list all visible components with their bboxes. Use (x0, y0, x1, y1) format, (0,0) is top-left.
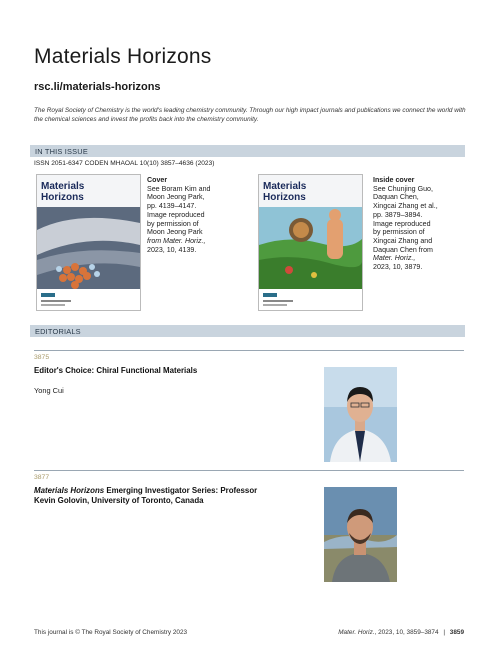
article-title-journal: Materials Horizons (34, 486, 105, 495)
inside-cover-title-line-1: Materials (263, 181, 307, 192)
footer-citation (338, 629, 464, 636)
footer-separator: | (443, 629, 445, 636)
footer-page-number: 3859 (449, 629, 464, 636)
cover-heading: Cover (147, 176, 168, 184)
footer-journal: Mater. Horiz. (338, 629, 375, 636)
article-divider (34, 470, 464, 471)
article-author: Yong Cui (34, 386, 64, 395)
cover-thumbnail[interactable] (36, 174, 141, 311)
article-title-rest: Emerging Investigator Series: Professor Kevin Golovin, University of Toronto, Canada (34, 486, 258, 505)
editorials-band (30, 325, 465, 337)
article-page-number: 3877 (34, 474, 50, 481)
article-title[interactable]: Editor's Choice: Chiral Functional Materials (34, 366, 198, 375)
article-title[interactable] (34, 486, 269, 506)
article-divider (34, 350, 464, 351)
cover-title-line-1: Materials (41, 181, 85, 192)
cover-caption: Cover See Boram Kim and Moon Jeong Park, pp. 4139–4147. Image reproduced by permission of Moon Jeong Park from Mater. Horiz., 2023, 10, 4139. (147, 176, 211, 254)
in-this-issue-label: IN THIS ISSUE (35, 147, 88, 156)
issn-line: ISSN 2051-6347 CODEN MHAOAL 10(10) 3857–4636 (2023) (34, 160, 215, 167)
journal-url[interactable]: rsc.li/materials-horizons (34, 81, 161, 93)
footer-citation-rest: , 2023, 10, 3859–3874 (374, 629, 439, 636)
author-photo (324, 367, 397, 462)
inside-cover-thumbnail[interactable] (258, 174, 363, 311)
inside-cover-caption: Inside cover See Chunjing Guo, Daquan Chen, Xingcai Zhang et al., pp. 3879–3894. Image reproduced by permission of Xingcai Zhang and Daquan Chen from Mater. Horiz., 2023, 10, 3879. (373, 176, 438, 272)
inside-cover-heading: Inside cover (373, 176, 415, 184)
in-this-issue-band (30, 145, 465, 157)
intro-text: The Royal Society of Chemistry is the world's leading chemistry community. Through our high impact journals and publications we connect the world with the chemical sciences and invest the profits back into the chemistry community. (34, 107, 466, 123)
article-page-number: 3875 (34, 354, 50, 361)
author-photo (324, 487, 397, 582)
cover-image (37, 175, 140, 310)
inside-cover-image (259, 175, 362, 310)
journal-title: Materials Horizons (34, 45, 212, 68)
cover-title-line-2: Horizons (41, 192, 84, 203)
inside-cover-title-line-2: Horizons (263, 192, 306, 203)
footer-copyright: This journal is © The Royal Society of Chemistry 2023 (34, 629, 188, 636)
editorials-label: EDITORIALS (35, 327, 81, 336)
